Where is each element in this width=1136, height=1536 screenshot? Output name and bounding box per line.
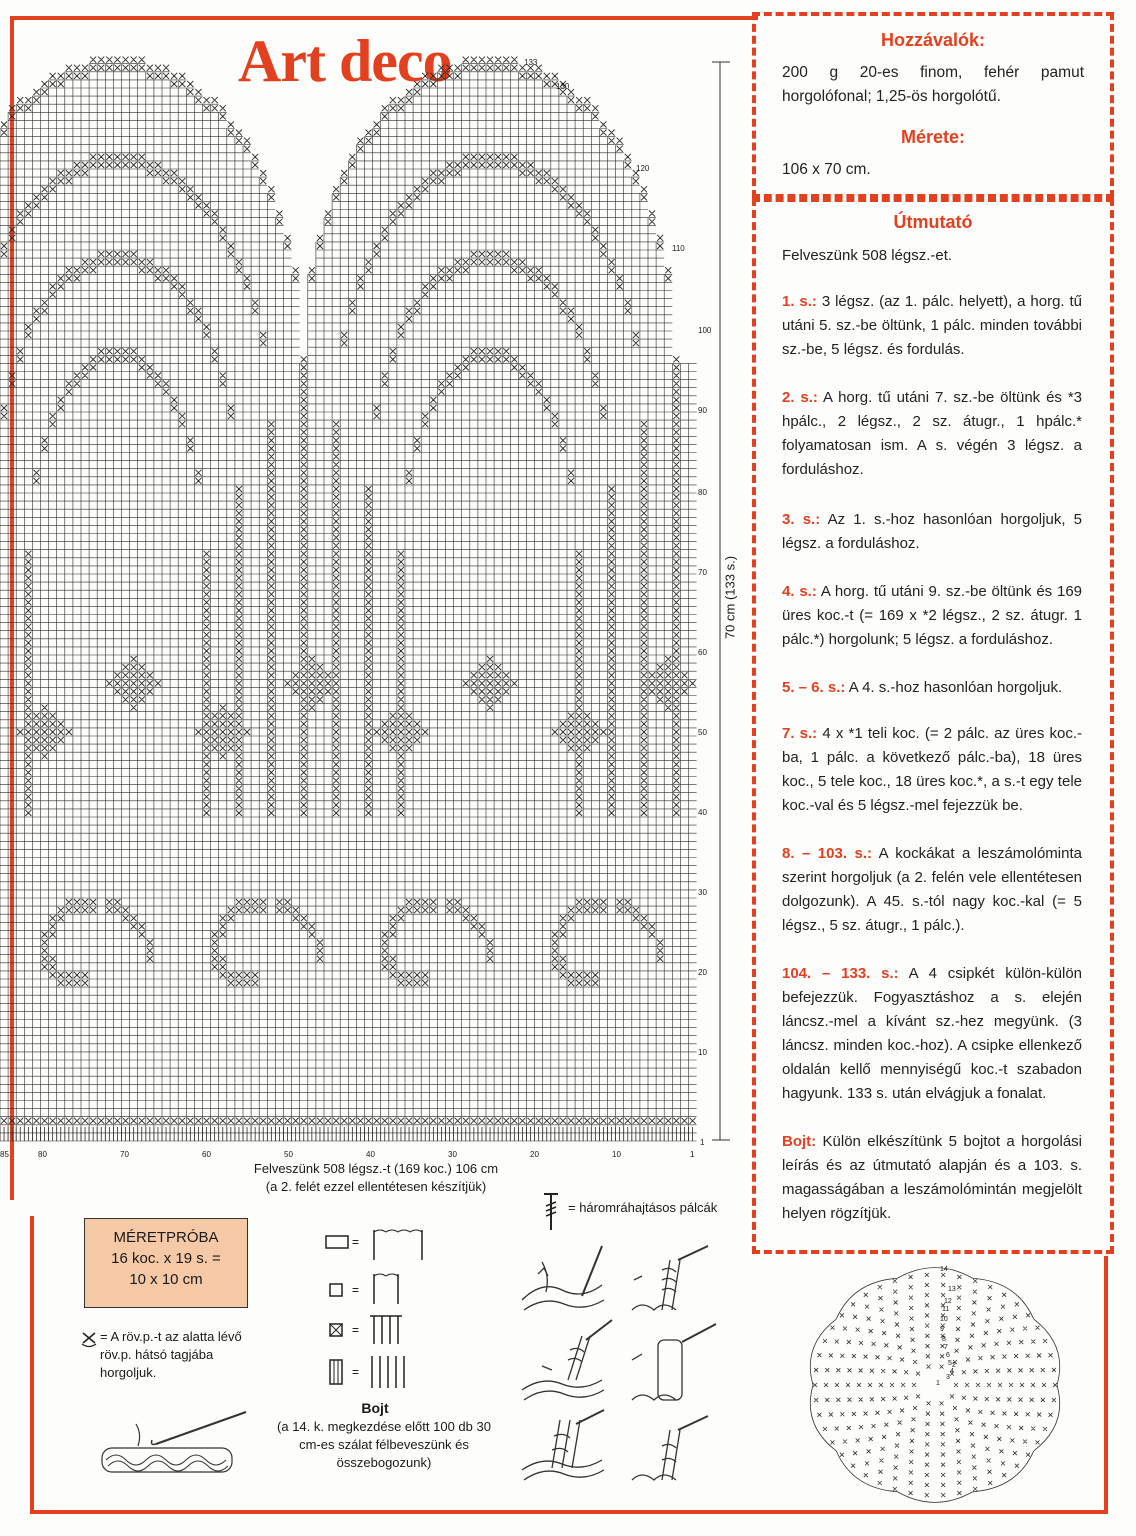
frame-bottom [30, 1510, 1108, 1514]
row-label-30: 30 [698, 888, 707, 897]
step-4 [782, 580, 1082, 652]
frame-right-bottom [1104, 1256, 1108, 1514]
gauge-line-3: 10 x 10 cm [129, 1271, 203, 1288]
row-label-110: 110 [672, 244, 685, 253]
col-label-20: 20 [530, 1150, 539, 1159]
col-label-70: 70 [120, 1150, 129, 1159]
row-label-100: 100 [698, 326, 712, 335]
row-label-120: 120 [636, 164, 650, 173]
hook-stitch-illustration [96, 1404, 256, 1484]
motif-number-3: 3 [946, 1374, 950, 1381]
gauge-title: MÉRETPRÓBA [113, 1229, 219, 1246]
size-text: 106 x 70 cm. [782, 161, 871, 178]
col-label-1: 1 [690, 1150, 695, 1159]
chart-grid-lines [0, 64, 697, 1141]
gauge-box [84, 1218, 248, 1308]
chart-caption [196, 1160, 556, 1196]
col-label-50: 50 [284, 1150, 293, 1159]
motif-number-7: 7 [944, 1344, 948, 1351]
chart-border-row [0, 1127, 693, 1141]
page-title: Art deco [238, 28, 452, 94]
row-label-1: 1 [700, 1138, 705, 1147]
motif-stitches [810, 1268, 1059, 1503]
caption-line-2: (a 2. felét ezzel ellentétesen készítjük) [265, 1179, 487, 1194]
step-text: A horg. tű utáni 7. sz.-be öltünk és *3 hpálc., 2 légsz., 2 sz. átugr., 1 hpálc.* folyamatosan ism. A s. végén 3 légsz. a forduláshoz. [782, 389, 1082, 478]
step-text: Külön elkészítünk 5 bojtot a horgolási leírás és az útmutató alapján és a 103. s. magasságában a leszámolómintán megjelölt helyen rögzítjük. [782, 1133, 1082, 1222]
step-label: 7. s.: [782, 725, 818, 742]
svg-text:=: = [352, 1235, 360, 1249]
row-label-50: 50 [698, 728, 707, 737]
row-label-90: 90 [698, 406, 707, 415]
step-text: A 4. s.-hoz hasonlóan horgoljuk. [848, 679, 1063, 696]
row-label-40: 40 [698, 808, 707, 817]
back-loop-note: = A röv.p.-t az alatta lévő röv.p. hátsó tagjába horgoljuk. [100, 1329, 242, 1380]
motif-number-8: 8 [942, 1336, 946, 1343]
col-label-60: 60 [202, 1150, 211, 1159]
step-text: 4 x *1 teli koc. (= 2 pálc. az üres koc.-ba, 1 pálc. a következő pálc.-ba), 18 üres koc., 5 tele koc., 18 üres koc.*, a s.-t egy tele koc.-val és 5 légsz.-mel fejezzük be. [782, 725, 1082, 814]
step-3 [782, 508, 1082, 556]
row-label-20: 20 [698, 968, 707, 977]
step-7 [782, 722, 1082, 818]
motif-number-11: 11 [942, 1306, 950, 1313]
svg-text:=: = [352, 1323, 360, 1337]
step-label: Bojt: [782, 1133, 817, 1150]
motif-number-10: 10 [940, 1316, 948, 1323]
step-bojt [782, 1130, 1082, 1226]
caption-line-1: Felveszünk 508 légsz.-t (169 koc.) 106 cm [253, 1161, 499, 1176]
col-label-40: 40 [366, 1150, 375, 1159]
step-text: 3 légsz. (az 1. pálc. helyett), a horg. tű utáni 5. sz.-be öltünk, 1 pálc. minden további sz.-be, 5 légsz. és fordulás. [782, 293, 1082, 358]
triple-treble-symbol-icon [540, 1192, 562, 1232]
step-text: Az 1. s.-hoz hasonlóan horgoljuk, 5 légsz. a forduláshoz. [782, 511, 1083, 552]
filet-chart [0, 56, 700, 1146]
step-1 [782, 290, 1082, 362]
materials-heading: Hozzávalók: [880, 30, 986, 50]
instructions-heading: Útmutató [893, 212, 973, 232]
row-label-10: 10 [698, 1048, 707, 1057]
row-label-60: 60 [698, 648, 707, 657]
tassel-heading: Bojt [361, 1400, 389, 1416]
step-5-6 [782, 676, 1082, 700]
svg-text:=: = [352, 1283, 360, 1297]
step-label: 3. s.: [782, 511, 821, 528]
symbol-key [320, 1226, 450, 1396]
step-label: 2. s.: [782, 389, 818, 406]
motif-number-1: 1 [936, 1380, 940, 1387]
step-104-133 [782, 962, 1082, 1106]
stitch-illustrations [512, 1240, 732, 1490]
motif-number-6: 6 [946, 1352, 950, 1359]
motif-number-2: 2 [952, 1362, 956, 1369]
frame-top [10, 16, 758, 20]
triple-treble-label: = háromráhajtásos pálcák [568, 1200, 718, 1215]
size-heading: Mérete: [900, 127, 966, 147]
row-label-70: 70 [698, 568, 707, 577]
materials-text: 200 g 20-es finom, fehér pamut horgolófonal; 1,25-ös horgolótű. [782, 64, 1084, 105]
motif-number-4: 4 [950, 1368, 954, 1375]
chart-grid [0, 64, 697, 1141]
row-label-80: 80 [698, 488, 707, 497]
step-label: 5. – 6. s.: [782, 679, 846, 696]
materials-box [752, 12, 1114, 198]
step-label: 1. s.: [782, 293, 817, 310]
gauge-line-2: 16 koc. x 19 s. = [111, 1250, 221, 1267]
motif-number-12: 12 [944, 1298, 952, 1305]
step-label: 104. – 133. s.: [782, 965, 899, 982]
col-label-10: 10 [612, 1150, 621, 1159]
motif-number-14: 14 [940, 1266, 948, 1273]
step-label: 8. – 103. s.: [782, 845, 872, 862]
col-label-30: 30 [448, 1150, 457, 1159]
frame-bottom-left [30, 1216, 34, 1512]
row-label-130: 130 [556, 82, 570, 91]
step-2 [782, 386, 1082, 482]
svg-text:=: = [352, 1365, 360, 1379]
step-text: A 4 csipkét külön-külön befejezzük. Fogyasztáshoz a s. elején láncsz.-mel a kívánt sz.-hez megyünk. (3 láncsz. minden koc.-hoz). A csipke ellenkező oldalán kellő mennyiségű koc.-t szabadon hagyunk. 133 s. után elvágjuk a fonalat. [782, 965, 1082, 1102]
step-8-103 [782, 842, 1082, 938]
tassel-text: (a 14. k. megkezdése előtt 100 db 30 cm-es szálat félbeveszünk és összebogozunk) [277, 1419, 491, 1470]
height-label: 70 cm (133 s.) [722, 555, 738, 640]
step-text: A horg. tű utáni 9. sz.-be öltünk és 169 üres koc.-t (= 169 x *2 légsz., 2 sz. átugr. 1 pálc.*) horgolunk; 5 légsz. a forduláshoz. [782, 583, 1083, 648]
col-label-80: 80 [38, 1150, 47, 1159]
motif-number-5: 5 [948, 1360, 952, 1367]
col-label-85: 85 [0, 1150, 9, 1159]
instructions-intro: Felveszünk 508 légsz.-et. [782, 247, 953, 264]
row-label-133: 133 [524, 58, 538, 67]
motif-number-9: 9 [940, 1326, 944, 1333]
motif-diagram [770, 1260, 1100, 1510]
height-dimension [690, 56, 752, 1148]
step-text: A kockákat a leszámolóminta szerint horgoljuk (a 2. felén vele ellentétesen dolgozunk). A 45. s.-tól nagy koc.-kal (= 5 légsz., 5 sz. átugr., 1 pálc.). [782, 845, 1082, 934]
step-label: 4. s.: [782, 583, 817, 600]
motif-marks [810, 1268, 1059, 1503]
back-loop-symbol-icon [80, 1330, 100, 1348]
motif-number-13: 13 [948, 1286, 956, 1293]
